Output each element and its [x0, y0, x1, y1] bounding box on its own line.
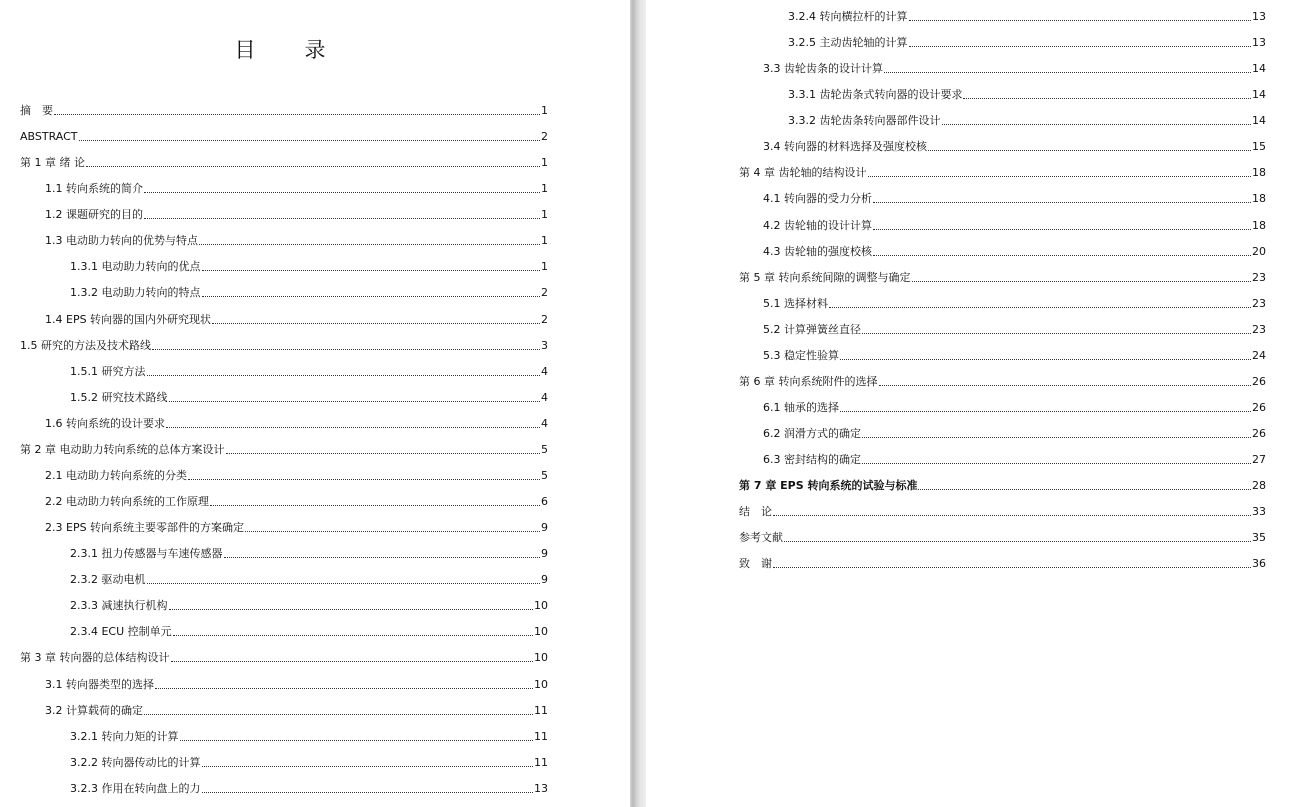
toc-entry-page-number: 11: [534, 703, 548, 717]
toc-entry-page-number: 4: [541, 364, 548, 378]
toc-leader-dots: [773, 514, 1251, 516]
toc-entry-label: 1.5 研究的方法及技术路线: [20, 338, 151, 352]
toc-entry-page-number: 18: [1252, 218, 1266, 232]
toc-entry-label: 3.3 齿轮齿条的设计计算: [763, 62, 883, 76]
toc-entry[interactable]: [70, 258, 548, 274]
toc-leader-dots: [862, 332, 1251, 334]
toc-entry-page-number: 15: [1252, 140, 1266, 154]
toc-leader-dots: [202, 791, 534, 793]
toc-entry-page-number: 10: [534, 677, 548, 691]
toc-leader-dots: [147, 374, 541, 376]
toc-entry-page-number: 28: [1252, 479, 1266, 493]
toc-entry[interactable]: [70, 754, 548, 770]
toc-entry-page-number: 20: [1252, 244, 1266, 258]
toc-leader-dots: [829, 306, 1251, 308]
toc-entry-label: 2.3.2 驱动电机: [70, 573, 146, 587]
toc-entry-label: 摘 要: [20, 104, 53, 117]
toc-entry[interactable]: [788, 8, 1266, 24]
toc-entry-page-number: 14: [1252, 62, 1266, 76]
toc-entry-label: 1.1 转向系统的简介: [45, 182, 143, 196]
toc-entry[interactable]: [763, 321, 1266, 337]
toc-entry-label: 第 6 章 转向系统附件的选择: [739, 374, 878, 388]
toc-entry-label: 第 4 章 齿轮轴的结构设计: [739, 166, 867, 180]
toc-leader-dots: [918, 488, 1251, 490]
toc-leader-dots: [144, 191, 540, 193]
toc-entry[interactable]: [763, 399, 1266, 415]
toc-entry-label: 4.2 齿轮轴的设计计算: [763, 218, 872, 232]
toc-entry[interactable]: [763, 243, 1266, 259]
toc-entry[interactable]: [20, 649, 548, 665]
toc-entry-page-number: 4: [541, 416, 548, 430]
toc-entry-page-number: 18: [1252, 166, 1266, 180]
toc-entry-page-number: 23: [1252, 296, 1266, 310]
toc-entry-page-number: 11: [534, 729, 548, 743]
toc-entry-page-number: 1: [541, 260, 548, 274]
toc-entry-label: 致 谢: [739, 557, 772, 571]
toc-entry-label: 3.2.4 转向横拉杆的计算: [788, 10, 908, 23]
toc-entry[interactable]: [45, 519, 548, 535]
toc-leader-dots: [879, 384, 1252, 386]
toc-leader-dots: [202, 269, 541, 271]
toc-entry-page-number: 3: [541, 338, 548, 352]
page-title: 目 录: [234, 38, 340, 62]
toc-entry-label: 3.2 计算载荷的确定: [45, 703, 143, 717]
toc-entry-label: ABSTRACT: [20, 130, 78, 144]
toc-entry[interactable]: [763, 138, 1266, 154]
toc-entry[interactable]: [45, 676, 548, 692]
toc-entry-label: 1.3 电动助力转向的优势与特点: [45, 234, 198, 248]
toc-leader-dots: [169, 608, 534, 610]
toc-entry[interactable]: [788, 86, 1266, 102]
toc-leader-dots: [144, 217, 540, 219]
toc-entry-label: 5.2 计算弹簧丝直径: [763, 322, 861, 336]
toc-leader-dots: [155, 687, 533, 689]
toc-entry-page-number: 4: [541, 390, 548, 404]
toc-entry-page-number: 2: [541, 130, 548, 144]
toc-entry-page-number: 10: [534, 651, 548, 665]
toc-entry[interactable]: [763, 451, 1266, 467]
toc-leader-dots: [784, 540, 1251, 542]
toc-leader-dots: [909, 45, 1252, 47]
toc-leader-dots: [86, 165, 540, 167]
toc-entry[interactable]: [739, 477, 1266, 493]
toc-entry[interactable]: [763, 60, 1266, 76]
toc-entry[interactable]: [70, 597, 548, 613]
toc-page-left: [0, 0, 630, 807]
toc-entry[interactable]: [70, 284, 548, 300]
toc-entry[interactable]: [45, 493, 548, 509]
toc-entry[interactable]: [45, 702, 548, 718]
toc-entry-label: 结 论: [739, 505, 772, 519]
toc-leader-dots: [210, 504, 540, 506]
toc-entry-page-number: 2: [541, 286, 548, 300]
toc-entry[interactable]: [763, 425, 1266, 441]
toc-entry[interactable]: [763, 347, 1266, 363]
toc-entry-page-number: 36: [1252, 557, 1266, 571]
toc-entry-label: 3.4 转向器的材料选择及强度校核: [763, 140, 927, 154]
toc-entry-page-number: 5: [541, 442, 548, 456]
toc-entry-label: 4.3 齿轮轴的强度校核: [763, 244, 872, 258]
toc-leader-dots: [868, 175, 1252, 177]
toc-entry[interactable]: [763, 190, 1266, 206]
toc-entry-page-number: 23: [1252, 270, 1266, 284]
toc-entry-label: 1.6 转向系统的设计要求: [45, 416, 165, 430]
toc-entry[interactable]: [20, 441, 548, 457]
toc-leader-dots: [180, 739, 534, 741]
toc-entry[interactable]: [70, 545, 548, 561]
toc-entry[interactable]: [763, 217, 1266, 233]
toc-entry-label: 参考文献: [739, 531, 783, 545]
toc-entry-label: 2.3.1 扭力传感器与车速传感器: [70, 547, 223, 561]
toc-entry-label: 2.3.4 ECU 控制单元: [70, 625, 172, 639]
toc-entry-page-number: 13: [1252, 36, 1266, 50]
toc-entry-label: 第 7 章 EPS 转向系统的试验与标准: [739, 479, 918, 493]
toc-leader-dots: [873, 201, 1251, 203]
toc-entry[interactable]: [739, 503, 1266, 519]
toc-leader-dots: [54, 113, 540, 115]
toc-entry[interactable]: [70, 571, 548, 587]
toc-entry[interactable]: [20, 128, 548, 144]
toc-entry[interactable]: [70, 623, 548, 639]
toc-entry[interactable]: [20, 337, 548, 353]
toc-leader-dots: [840, 410, 1251, 412]
toc-entry-label: 1.3.2 电动助力转向的特点: [70, 286, 201, 300]
toc-leader-dots: [245, 530, 540, 532]
toc-entry[interactable]: [20, 102, 548, 118]
toc-leader-dots: [199, 243, 540, 245]
toc-leader-dots: [173, 634, 533, 636]
toc-entry[interactable]: [45, 415, 548, 431]
toc-entry-page-number: 1: [541, 234, 548, 248]
toc-entry-label: 5.3 稳定性验算: [763, 348, 839, 362]
toc-entry-page-number: 35: [1252, 531, 1266, 545]
toc-leader-dots: [942, 123, 1252, 125]
toc-leader-dots: [224, 556, 541, 558]
toc-entry-page-number: 9: [541, 547, 548, 561]
toc-entry-page-number: 2: [541, 312, 548, 326]
toc-entry-page-number: 24: [1252, 348, 1266, 362]
toc-entry-page-number: 26: [1252, 427, 1266, 441]
toc-entry-page-number: 26: [1252, 374, 1266, 388]
toc-entry-page-number: 27: [1252, 453, 1266, 467]
page-gutter: [630, 0, 646, 807]
toc-entry-page-number: 9: [541, 521, 548, 535]
toc-entry-label: 6.2 润滑方式的确定: [763, 427, 861, 441]
toc-leader-dots: [773, 566, 1251, 568]
toc-entry[interactable]: [739, 555, 1266, 571]
toc-entry-page-number: 23: [1252, 322, 1266, 336]
toc-entry[interactable]: [763, 295, 1266, 311]
toc-entry-label: 6.3 密封结构的确定: [763, 453, 861, 467]
toc-entry[interactable]: [45, 311, 548, 327]
toc-leader-dots: [226, 452, 541, 454]
toc-entry-page-number: 5: [541, 468, 548, 482]
toc-entry-page-number: 11: [534, 755, 548, 769]
toc-leader-dots: [963, 97, 1251, 99]
toc-entry-page-number: 1: [541, 182, 548, 196]
toc-entry-label: 2.2 电动助力转向系统的工作原理: [45, 495, 209, 509]
toc-entry[interactable]: [739, 373, 1266, 389]
toc-leader-dots: [166, 426, 540, 428]
toc-entry[interactable]: [739, 164, 1266, 180]
toc-entry-page-number: 26: [1252, 401, 1266, 415]
toc-entry-page-number: 10: [534, 625, 548, 639]
toc-entry-label: 3.1 转向器类型的选择: [45, 677, 154, 691]
toc-entry[interactable]: [70, 363, 548, 379]
toc-entry-label: 5.1 选择材料: [763, 296, 828, 310]
toc-entry-page-number: 18: [1252, 192, 1266, 206]
toc-entry-label: 4.1 转向器的受力分析: [763, 192, 872, 206]
toc-entry-label: 1.4 EPS 转向器的国内外研究现状: [45, 312, 212, 326]
toc-entry-page-number: 33: [1252, 505, 1266, 519]
toc-entry-label: 第 1 章 绪 论: [20, 156, 85, 170]
toc-entry-page-number: 14: [1252, 88, 1266, 102]
toc-leader-dots: [147, 582, 541, 584]
toc-entry[interactable]: [70, 780, 548, 796]
toc-leader-dots: [840, 358, 1251, 360]
toc-entry[interactable]: [788, 34, 1266, 50]
toc-entry-page-number: 1: [541, 104, 548, 117]
toc-entry[interactable]: [739, 269, 1266, 285]
toc-entry-label: 2.3.3 减速执行机构: [70, 599, 168, 613]
toc-entry-page-number: 1: [541, 156, 548, 170]
toc-leader-dots: [862, 436, 1251, 438]
toc-entry-page-number: 1: [541, 208, 548, 222]
toc-leader-dots: [884, 71, 1251, 73]
toc-leader-dots: [909, 19, 1252, 21]
toc-entry-label: 3.2.5 主动齿轮轴的计算: [788, 36, 908, 50]
toc-leader-dots: [202, 295, 541, 297]
toc-leader-dots: [171, 660, 534, 662]
toc-entry[interactable]: [45, 206, 548, 222]
toc-entry-label: 3.2.3 作用在转向盘上的力: [70, 781, 201, 795]
toc-leader-dots: [912, 280, 1252, 282]
toc-entry[interactable]: [739, 529, 1266, 545]
toc-entry[interactable]: [45, 232, 548, 248]
toc-leader-dots: [873, 254, 1251, 256]
toc-entry-label: 6.1 轴承的选择: [763, 401, 839, 415]
toc-entry-label: 1.2 课题研究的目的: [45, 208, 143, 222]
toc-entry-label: 第 3 章 转向器的总体结构设计: [20, 651, 170, 665]
toc-leader-dots: [169, 400, 541, 402]
toc-entry-page-number: 13: [534, 781, 548, 795]
toc-entry-label: 3.3.1 齿轮齿条式转向器的设计要求: [788, 88, 963, 102]
toc-entry-label: 第 5 章 转向系统间隙的调整与确定: [739, 270, 911, 284]
toc-entry-label: 2.1 电动助力转向系统的分类: [45, 468, 187, 482]
toc-entry[interactable]: [45, 180, 548, 196]
toc-leader-dots: [188, 478, 540, 480]
toc-entry-page-number: 13: [1252, 10, 1266, 23]
toc-leader-dots: [862, 462, 1251, 464]
toc-leader-dots: [212, 322, 540, 324]
toc-entry-page-number: 10: [534, 599, 548, 613]
toc-entry-label: 3.3.2 齿轮齿条转向器部件设计: [788, 114, 941, 128]
toc-entry[interactable]: [70, 728, 548, 744]
toc-leader-dots: [928, 149, 1251, 151]
toc-entry[interactable]: [70, 389, 548, 405]
toc-leader-dots: [144, 713, 533, 715]
toc-entry-page-number: 6: [541, 495, 548, 509]
toc-entry-label: 第 2 章 电动助力转向系统的总体方案设计: [20, 442, 225, 456]
toc-entry-label: 3.2.2 转向器传动比的计算: [70, 755, 201, 769]
toc-entry-page-number: 14: [1252, 114, 1266, 128]
toc-entry[interactable]: [788, 112, 1266, 128]
toc-leader-dots: [202, 765, 534, 767]
toc-leader-dots: [873, 228, 1251, 230]
toc-entry-page-number: 9: [541, 573, 548, 587]
toc-entry-label: 1.3.1 电动助力转向的优点: [70, 260, 201, 274]
toc-entry-label: 2.3 EPS 转向系统主要零部件的方案确定: [45, 521, 245, 535]
toc-leader-dots: [79, 139, 540, 141]
toc-leader-dots: [152, 348, 540, 350]
toc-page-right: [646, 0, 1291, 807]
toc-entry[interactable]: [45, 467, 548, 483]
toc-entry-label: 3.2.1 转向力矩的计算: [70, 729, 179, 743]
toc-entry-label: 1.5.2 研究技术路线: [70, 390, 168, 404]
toc-entry[interactable]: [20, 154, 548, 170]
toc-entry-label: 1.5.1 研究方法: [70, 364, 146, 378]
